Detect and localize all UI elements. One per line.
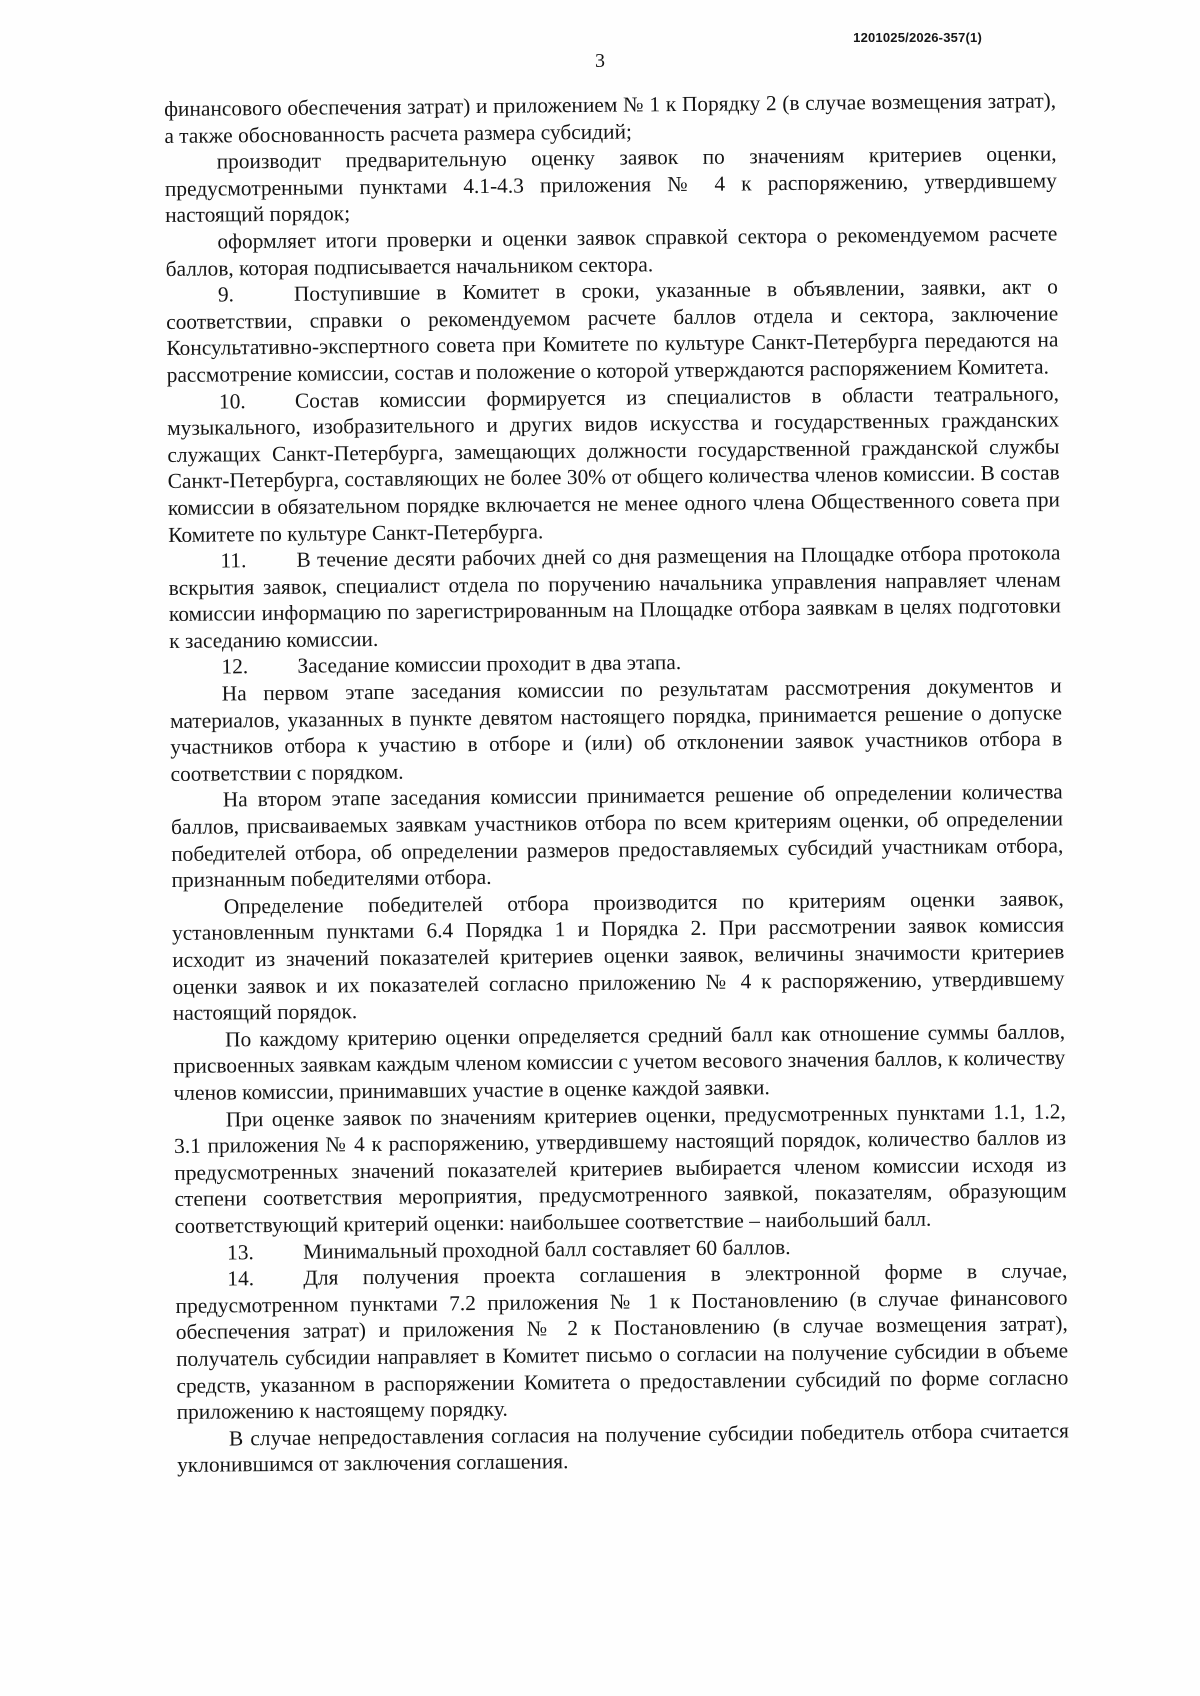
page-number: 3 (595, 50, 605, 72)
clause-number: 11. (220, 548, 247, 573)
paragraph-1 (164, 87, 1056, 149)
paragraph-text: При оценке заявок по значениям критериев оценки, предусмотренных пунктами 1.1, 1.2, 3.1 приложения № 4 к распоряжению, утвердившему настоящий порядок, количество баллов из предусмотренных значений показателей критериев выбирается членом комиссии исходя из степени соответствия мероприятия, предусмотренного заявкой, показателям, образующим соответствующий критерий оценки: наибольшее соответствие – наибольший балл. (173, 1098, 1067, 1238)
paragraph-text: На первом этапе заседания комиссии по результатам рассмотрения документов и материалов, указанных в пункте девятом настоящего порядка, принимается решение о допуске участников отбора к участию в отборе и (или) об отклонении заявок участников отбора в соответствии с порядком. (169, 673, 1063, 786)
paragraph-text: По каждому критерию оценки определяется средний балл как отношение суммы баллов, присвоенных заявкам каждым членом комиссии с учетом весового значения баллов, к количеству членов комиссии, принимавших участие в оценке каждой заявки. (173, 1019, 1066, 1105)
clause-number: 14. (227, 1266, 255, 1291)
clause-number: 9. (217, 282, 235, 307)
paragraph-text: Состав комиссии формируется из специалистов в области театрального, музыкального, изобразительного и других видов искусства и государственных гражданских служащих Санкт-Петербурга, замещающих должности государственной гражданской службы Санкт-Петербурга, составляющих не более 30% от общего количества членов комиссии. В состав комиссии в обязательном порядке включается не менее одного члена Общественного совета при Комитете по культуре Санкт-Петербурга. (167, 380, 1061, 547)
clause-number: 12. (221, 654, 249, 679)
paragraph-second-stage (171, 779, 1064, 894)
paragraph-text: оформляет итоги проверки и оценки заявок справкой сектора о рекомендуемом расчете баллов, которая подписывается начальником сектора. (165, 221, 1058, 281)
clause-number: 10. (218, 388, 246, 414)
paragraph-text: Для получения проекта соглашения в электронной форме в случае, предусмотренном пунктами 7.2 приложения № 1 к Постановлению (в случае финансового обеспечения затрат) и приложения № 2 к Постановлению (в случае возмещения затрат), получатель субсидии направляет в Комитет письмо о согласии на получение субсидии в объеме средств, указанном в распоряжении Комитета о предоставлении субсидий по форме согласно приложению к настоящему порядку. (175, 1258, 1069, 1425)
paragraph-text: производит предварительную оценку заявок по значениям критериев оценки, предусмотренными пунктами 4.1-4.3 приложения № 4 к распоряжению, утвердившему настоящий порядок; (164, 141, 1057, 228)
paragraph-text: На втором этапе заседания комиссии принимается решение об определении количества баллов, присваиваемых заявкам участников отбора по всем критериям оценки, об определении победителей отбора, об определении размеров предоставляемых субсидий участникам отбора, признанным победителями отбора. (170, 779, 1064, 893)
paragraph-criteria-scoring (174, 1098, 1067, 1240)
document-body (164, 87, 1069, 1478)
paragraph-text: В случае непредоставления согласия на получение субсидии победитель отбора считается уклонившимся от заключения соглашения. (177, 1418, 1069, 1478)
paragraph-winners (172, 885, 1065, 1027)
paragraph-2 (165, 141, 1058, 229)
paragraph-3 (165, 220, 1057, 282)
clause-14 (175, 1258, 1068, 1426)
clause-number: 13. (226, 1239, 254, 1264)
clause-10 (167, 380, 1060, 548)
paragraph-refusal (177, 1417, 1069, 1479)
paragraph-text: Заседание комиссии проходит в два этапа. (297, 650, 682, 679)
paragraph-text: финансового обеспечения затрат) и приложением № 1 к Порядку 2 (в случае возмещения затрат), а также обоснованность расчета размера субсидий; (164, 88, 1057, 148)
paragraph-first-stage (170, 672, 1063, 787)
clause-9 (166, 274, 1059, 389)
paragraph-text: Определение победителей отбора производится по критериям оценки заявок, установленным пунктами 6.4 Порядка 1 и Порядка 2. При рассмотрении заявок комиссия исходит из значений показателей критериев оценки заявок, величины значимости критериев оценки заявок и их показателей согласно приложению № 4 к распоряжению, утвердившему настоящий порядок. (171, 886, 1065, 1026)
paragraph-text: В течение десяти рабочих дней со дня размещения на Площадке отбора протокола вскрытия заявок, специалист отдела по поручению начальника управления направляет членам комиссии информацию по зарегистрированным на Площадке отбора заявкам в целях подготовки к заседанию комиссии. (168, 540, 1062, 653)
document-id: 1201025/2026-357(1) (853, 30, 982, 45)
clause-11 (168, 540, 1061, 655)
paragraph-text: Поступившие в Комитет в сроки, указанные в объявлении, заявки, акт о соответствии, справки о рекомендуемом расчете баллов отдела и сектора, заключение Консультативно-экспертного совета при Комитете по культуре Санкт-Петербурга передаются на рассмотрение комиссии, состав и положение о которой утверждаются распоряжением Комитета. (166, 274, 1059, 387)
paragraph-text: Минимальный проходной балл составляет 60 баллов. (302, 1234, 791, 1264)
paragraph-average-score (173, 1018, 1066, 1106)
